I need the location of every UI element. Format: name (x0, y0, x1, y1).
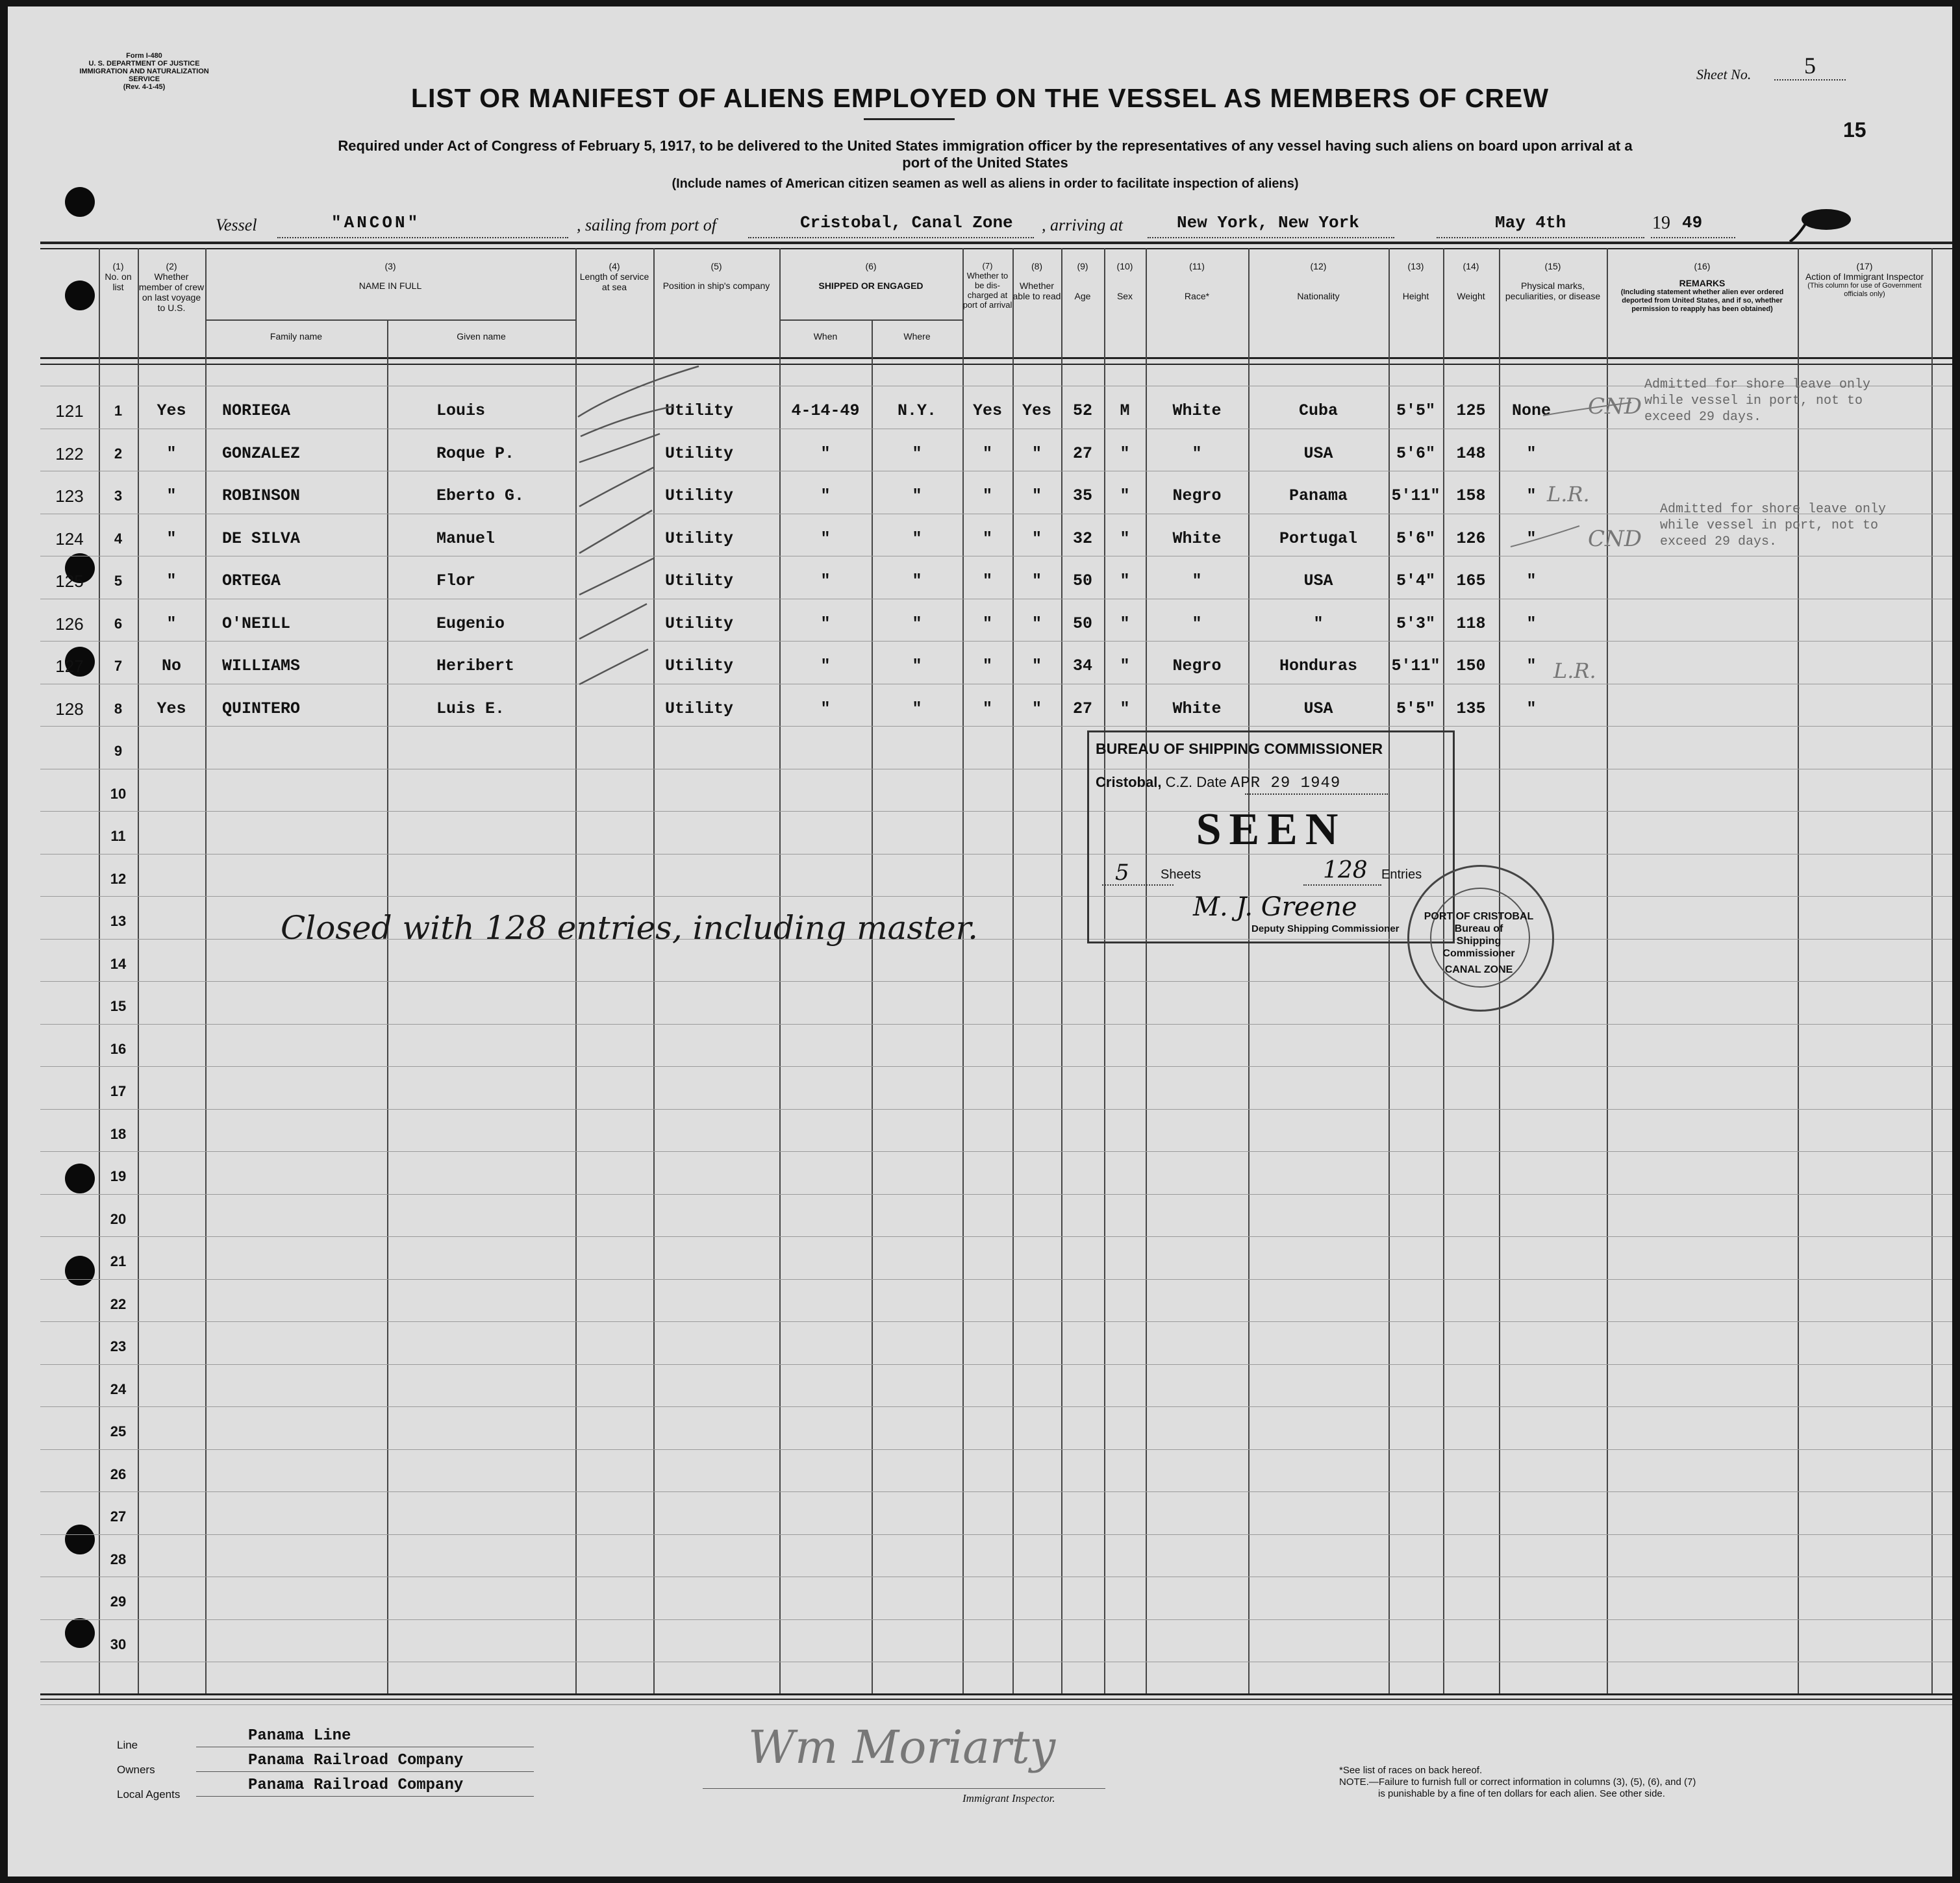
row-number: 8 (114, 701, 123, 717)
row-number: 24 (110, 1381, 127, 1397)
crew-family-cell: GONZALEZ (222, 444, 301, 463)
row-number: 23 (110, 1338, 127, 1354)
row-number: 28 (110, 1551, 127, 1567)
crew-height-cell: 5'6" (1396, 529, 1435, 548)
crew-age-cell: 32 (1072, 529, 1092, 548)
crew-read-cell: " (1031, 699, 1042, 718)
crew-prior-cell: Yes (157, 699, 186, 718)
crew-age-cell: 27 (1072, 444, 1092, 463)
crew-where-cell: " (912, 614, 922, 633)
crew-when-cell: 4-14-49 (791, 401, 860, 420)
crew-race-cell: " (1192, 614, 1202, 633)
row-guide-line (40, 1406, 1952, 1407)
crew-weight-cell: 158 (1456, 486, 1486, 505)
crew-discharged-cell: " (982, 614, 992, 633)
sheet-number-label: Sheet No. (1696, 66, 1752, 82)
title-underline (864, 118, 955, 120)
row-guide-line (40, 1066, 1952, 1067)
crew-prior-cell: " (166, 529, 177, 548)
crew-family-cell: ROBINSON (222, 486, 301, 505)
row-guide-line (40, 1024, 1952, 1025)
crew-position-cell: Utility (665, 401, 734, 420)
row-guide-line (40, 1279, 1952, 1280)
bureau-stamp: BUREAU OF SHIPPING COMMISSIONER Cristobal, C.Z. Date APR 29 1949 SEEN 5 Sheets 128 Entries M. J. Greene Deputy Shipping Commissioner (1087, 730, 1455, 943)
crew-when-cell: " (820, 614, 831, 633)
punch-hole (65, 1164, 95, 1193)
pencil-initials-lr: L.R. (1553, 658, 1596, 683)
crew-given-cell: Manuel (436, 529, 496, 548)
crew-prior-cell: " (166, 614, 177, 633)
footer-agents-label: Local Agents (117, 1788, 181, 1801)
pencil-initials-lr: L.R. (1547, 482, 1590, 506)
row-guide-line (40, 1236, 1952, 1237)
crew-family-cell: O'NEILL (222, 614, 291, 633)
crew-sex-cell: " (1120, 571, 1130, 590)
footer-line-label: Line (117, 1739, 138, 1751)
crew-discharged-cell: " (982, 529, 992, 548)
crew-given-cell: Luis E. (436, 699, 505, 718)
row-number: 10 (110, 786, 127, 802)
crew-prior-cell: Yes (157, 401, 186, 420)
crew-sex-cell: " (1120, 444, 1130, 463)
crew-serial-cell: 122 (55, 444, 84, 464)
row-guide-line (40, 1151, 1952, 1152)
crew-family-cell: WILLIAMS (222, 656, 301, 675)
row-number: 21 (110, 1253, 127, 1269)
crew-when-cell: " (820, 699, 831, 718)
crew-where-cell: " (912, 486, 922, 505)
row-number: 16 (110, 1041, 127, 1057)
row-guide-line (40, 981, 1952, 982)
crew-height-cell: 5'11" (1391, 656, 1440, 675)
crew-sex-cell: " (1120, 614, 1130, 633)
crew-nationality-cell: Portugal (1279, 529, 1358, 548)
port-of-arrival: New York, New York (1177, 213, 1359, 232)
crew-where-cell: " (912, 656, 922, 675)
crew-where-cell: " (912, 444, 922, 463)
row-guide-line (40, 1109, 1952, 1110)
crew-age-cell: 34 (1072, 656, 1092, 675)
pencil-initials-cnd: CND (1588, 526, 1642, 552)
row-number: 3 (114, 488, 123, 504)
row-number: 13 (110, 913, 127, 929)
crew-position-cell: Utility (665, 699, 734, 718)
crew-weight-cell: 148 (1456, 444, 1486, 463)
crew-read-cell: " (1031, 444, 1042, 463)
crew-given-cell: Flor (436, 571, 476, 590)
crew-family-cell: DE SILVA (222, 529, 301, 548)
pencil-initials-cnd: CND (1588, 393, 1642, 419)
vessel-label: Vessel (216, 216, 257, 234)
crew-serial-cell: 121 (55, 401, 84, 421)
crew-height-cell: 5'6" (1396, 444, 1435, 463)
col-header-given-name: Given name (457, 331, 506, 342)
col-header-nationality: (12) Nationality (1297, 261, 1340, 301)
crew-race-cell: Negro (1172, 656, 1222, 675)
crew-height-cell: 5'4" (1396, 571, 1435, 590)
crew-position-cell: Utility (665, 444, 734, 463)
row-number: 7 (114, 658, 123, 674)
crew-height-cell: 5'3" (1396, 614, 1435, 633)
sailing-from-label: , sailing from port of (577, 216, 717, 234)
remark-shore-leave: Admitted for shore leave only while vessel in port, not to exceed 29 days. (1644, 377, 1871, 425)
crew-height-cell: 5'11" (1391, 486, 1440, 505)
col-header-able-to-read: (8) Whether able to read (1012, 261, 1061, 301)
row-guide-line (40, 896, 1952, 897)
crew-family-cell: ORTEGA (222, 571, 281, 590)
row-guide-line (40, 1364, 1952, 1365)
remark-shore-leave: Admitted for shore leave only while vessel in port, not to exceed 29 days. (1660, 502, 1887, 549)
row-guide-line (40, 641, 1952, 642)
crew-sex-cell: " (1120, 486, 1130, 505)
crew-age-cell: 50 (1072, 571, 1092, 590)
crew-when-cell: " (820, 571, 831, 590)
col-header-weight: (14) Weight (1457, 261, 1485, 301)
crew-prior-cell: " (166, 486, 177, 505)
crew-nationality-cell: USA (1303, 444, 1333, 463)
col-header-physical-marks: (15) Physical marks, peculiarities, or disease (1505, 261, 1601, 301)
crew-where-cell: N.Y. (897, 401, 936, 420)
row-number: 2 (114, 445, 123, 462)
crew-serial-cell: 128 (55, 699, 84, 719)
row-number: 19 (110, 1168, 127, 1184)
col-header-race: (11) Race* (1184, 261, 1210, 301)
row-number: 15 (110, 998, 127, 1014)
crew-height-cell: 5'5" (1396, 401, 1435, 420)
crew-race-cell: " (1192, 444, 1202, 463)
crew-read-cell: " (1031, 656, 1042, 675)
crew-position-cell: Utility (665, 656, 734, 675)
crew-nationality-cell: USA (1303, 571, 1333, 590)
crew-discharged-cell: " (982, 486, 992, 505)
crew-race-cell: White (1172, 529, 1222, 548)
form-subtitle: Required under Act of Congress of February 5, 1917, to be delivered to the United States immigration officer by the representatives of any vessel having such aliens on board upon arrival at a port of the United States (338, 138, 1633, 171)
crew-given-cell: Louis (436, 401, 486, 420)
crew-when-cell: " (820, 444, 831, 463)
vessel-name: "ANCON" (331, 213, 421, 232)
crew-prior-cell: " (166, 444, 177, 463)
footer-owners-label: Owners (117, 1764, 155, 1776)
crew-when-cell: " (820, 486, 831, 505)
punch-hole (65, 1618, 95, 1648)
crew-height-cell: 5'5" (1396, 699, 1435, 718)
crew-discharged-cell: " (982, 699, 992, 718)
crew-marks-cell: " (1526, 614, 1537, 633)
crew-nationality-cell: Honduras (1279, 656, 1358, 675)
closing-note: Closed with 128 entries, including master. (281, 909, 978, 947)
crew-nationality-cell: " (1313, 614, 1324, 633)
col-header-family-name: Family name (270, 331, 323, 342)
row-number: 26 (110, 1466, 127, 1482)
crew-race-cell: White (1172, 401, 1222, 420)
crew-marks-cell: " (1526, 699, 1537, 718)
row-number: 20 (110, 1211, 127, 1227)
punch-hole (65, 281, 95, 310)
crew-weight-cell: 165 (1456, 571, 1486, 590)
col-header-action-inspector: (17) Action of Immigrant Inspector (This column for use of Government officials only) (1805, 261, 1924, 298)
crew-nationality-cell: Cuba (1298, 401, 1338, 420)
row-guide-line (40, 726, 1952, 727)
row-guide-line (40, 1491, 1952, 1492)
row-guide-line (40, 1534, 1952, 1535)
crew-given-cell: Eberto G. (436, 486, 525, 505)
row-number: 6 (114, 616, 123, 632)
inspector-signature: Wm Moriarty (748, 1721, 1056, 1774)
seal-text: PORT OF CRISTOBAL Bureau of Shipping Commissioner CANAL ZONE (1424, 911, 1534, 975)
row-number: 9 (114, 743, 123, 759)
footer-line-value: Panama Line (248, 1727, 351, 1745)
row-guide-line (40, 1321, 1952, 1322)
crew-prior-cell: " (166, 571, 177, 590)
crew-position-cell: Utility (665, 529, 734, 548)
crew-race-cell: White (1172, 699, 1222, 718)
footer-notes: *See list of races on back hereof. NOTE.—Failure to furnish full or correct information in columns (3), (5), (6), and (7) is punishable by a fine of ten dollars for each alien. See other side. (1339, 1765, 1696, 1799)
crew-serial-cell: 126 (55, 614, 84, 634)
row-number: 5 (114, 573, 123, 589)
crew-sex-cell: " (1120, 529, 1130, 548)
col-header-discharged: (7) Whether to be dis-charged at port of arrival (962, 261, 1012, 310)
crew-read-cell: Yes (1022, 401, 1051, 420)
crew-discharged-cell: Yes (972, 401, 1002, 420)
col-header-where: Where (903, 331, 931, 342)
crew-discharged-cell: " (982, 656, 992, 675)
crew-age-cell: 50 (1072, 614, 1092, 633)
crew-age-cell: 35 (1072, 486, 1092, 505)
crew-family-cell: NORIEGA (222, 401, 291, 420)
crew-sex-cell: M (1120, 401, 1130, 420)
crew-where-cell: " (912, 529, 922, 548)
crew-marks-cell: " (1526, 486, 1537, 505)
crew-nationality-cell: Panama (1288, 486, 1348, 505)
row-guide-line (40, 1704, 1952, 1705)
crew-read-cell: " (1031, 486, 1042, 505)
row-number: 17 (110, 1083, 127, 1099)
col-header-name: (3) NAME IN FULL (358, 261, 422, 291)
year-suffix: 49 (1682, 213, 1703, 232)
crew-serial-cell: 127 (55, 656, 84, 676)
crew-discharged-cell: " (982, 444, 992, 463)
crew-marks-cell: " (1526, 444, 1537, 463)
row-number: 29 (110, 1593, 127, 1610)
crew-prior-cell: No (161, 656, 181, 675)
crew-weight-cell: 135 (1456, 699, 1486, 718)
row-number: 11 (110, 828, 126, 844)
row-number: 18 (110, 1126, 127, 1142)
crew-family-cell: QUINTERO (222, 699, 301, 718)
length-of-service-strokes (575, 364, 705, 701)
crew-marks-cell: " (1526, 571, 1537, 590)
crew-when-cell: " (820, 529, 831, 548)
row-guide-line (40, 1449, 1952, 1450)
crew-read-cell: " (1031, 529, 1042, 548)
row-number: 12 (110, 871, 127, 887)
row-number: 30 (110, 1636, 127, 1652)
crew-where-cell: " (912, 699, 922, 718)
sheet-number-value: 5 (1804, 53, 1816, 79)
crew-position-cell: Utility (665, 571, 734, 590)
col-header-no: (1) No. on list (105, 261, 132, 292)
page-title: LIST OR MANIFEST OF ALIENS EMPLOYED ON THE VESSEL AS MEMBERS OF CREW (410, 83, 1550, 113)
ink-blot-mark (1787, 201, 1859, 247)
punch-hole (65, 187, 95, 217)
arrival-date: May 4th (1495, 213, 1566, 232)
crew-when-cell: " (820, 656, 831, 675)
crew-nationality-cell: USA (1303, 699, 1333, 718)
manifest-sheet (8, 6, 1952, 1877)
crew-age-cell: 27 (1072, 699, 1092, 718)
crew-serial-cell: 125 (55, 571, 84, 591)
crew-serial-cell: 124 (55, 529, 84, 549)
col-header-position: (5) Position in ship's company (662, 261, 770, 291)
crew-marks-cell: None (1511, 401, 1551, 420)
crew-given-cell: Roque P. (436, 444, 515, 463)
row-number: 25 (110, 1423, 127, 1440)
crew-read-cell: " (1031, 571, 1042, 590)
form-identifier: Form I-480 U. S. DEPARTMENT OF JUSTICE IMMIGRATION AND NATURALIZATION SERVICE (Rev. 4-1-45) (79, 52, 209, 91)
crew-where-cell: " (912, 571, 922, 590)
row-guide-line (40, 1619, 1952, 1620)
row-guide-line (40, 811, 1952, 812)
crew-age-cell: 52 (1072, 401, 1092, 420)
col-header-age: (9) Age (1074, 261, 1091, 301)
crew-race-cell: " (1192, 571, 1202, 590)
port-of-departure: Cristobal, Canal Zone (800, 213, 1013, 232)
col-header-length-service: (4) Length of service at sea (579, 261, 649, 292)
crew-position-cell: Utility (665, 486, 734, 505)
footer-owners-value: Panama Railroad Company (248, 1752, 464, 1769)
crew-sex-cell: " (1120, 699, 1130, 718)
inspector-label: Immigrant Inspector. (962, 1792, 1055, 1804)
crew-sex-cell: " (1120, 656, 1130, 675)
crew-given-cell: Eugenio (436, 614, 505, 633)
col-header-height: (13) Height (1402, 261, 1429, 301)
col-header-remarks: (16) REMARKS (Including statement whether alien ever ordered deported from United States, and if so, whether permission to reapply has been obtained) (1620, 261, 1784, 313)
footer-agents-value: Panama Railroad Company (248, 1777, 464, 1794)
row-number: 14 (110, 956, 127, 972)
col-header-when: When (813, 331, 838, 342)
page-number: 15 (1843, 118, 1866, 142)
arriving-at-label: , arriving at (1042, 216, 1123, 234)
row-number: 27 (110, 1508, 127, 1525)
crew-marks-cell: " (1526, 656, 1537, 675)
crew-discharged-cell: " (982, 571, 992, 590)
year-prefix: 19 (1652, 213, 1670, 233)
crew-weight-cell: 126 (1456, 529, 1486, 548)
crew-weight-cell: 125 (1456, 401, 1486, 420)
deputy-signature: M. J. Greene (1193, 892, 1357, 922)
punch-hole (65, 1525, 95, 1554)
crew-read-cell: " (1031, 614, 1042, 633)
punch-hole (65, 1256, 95, 1286)
crew-marks-cell: " (1526, 529, 1537, 548)
row-number: 22 (110, 1296, 127, 1312)
crew-weight-cell: 150 (1456, 656, 1486, 675)
crew-position-cell: Utility (665, 614, 734, 633)
col-header-shipped: (6) SHIPPED OR ENGAGED (818, 261, 923, 291)
row-number: 1 (114, 403, 123, 419)
col-header-prior-voyage: (2) Whether member of crew on last voyage to U.S. (138, 261, 205, 313)
row-guide-line (40, 1194, 1952, 1195)
crew-serial-cell: 123 (55, 486, 84, 506)
row-number: 4 (114, 530, 123, 547)
col-header-sex: (10) Sex (1116, 261, 1133, 301)
crew-race-cell: Negro (1172, 486, 1222, 505)
form-instruction: (Include names of American citizen seamen as well as aliens in order to facilitate inspection of aliens) (672, 177, 1299, 191)
crew-weight-cell: 118 (1456, 614, 1486, 633)
crew-given-cell: Heribert (436, 656, 515, 675)
